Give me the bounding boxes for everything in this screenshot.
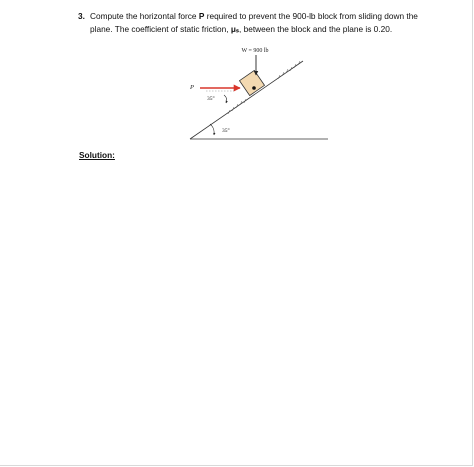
block-center-dot — [252, 86, 256, 90]
problem-number: 3. — [78, 11, 85, 21]
lower-angle-arc — [210, 124, 214, 135]
weight-label: W = 900 lb — [241, 48, 269, 54]
problem-text-part1: Compute the horizontal force — [90, 11, 199, 21]
force-variable: P — [198, 11, 205, 21]
lower-angle-label: 35° — [222, 128, 230, 134]
solution-heading: Solution: — [79, 150, 115, 160]
problem-text — [90, 10, 440, 35]
inclined-plane-diagram — [186, 42, 336, 146]
upper-angle-label: 35° — [207, 96, 215, 102]
problem-text-part2: required to prevent the 900-lb block from sliding down the plane. The coefficient of static friction, — [90, 11, 418, 34]
block — [239, 70, 264, 95]
problem-text-part3: , between the block and the plane is 0.20. — [239, 23, 393, 34]
force-p-label: P — [190, 84, 194, 91]
friction-coefficient-symbol: μₛ — [230, 23, 239, 34]
upper-angle-arc — [224, 95, 227, 103]
incline-hatching-lower — [228, 99, 246, 114]
